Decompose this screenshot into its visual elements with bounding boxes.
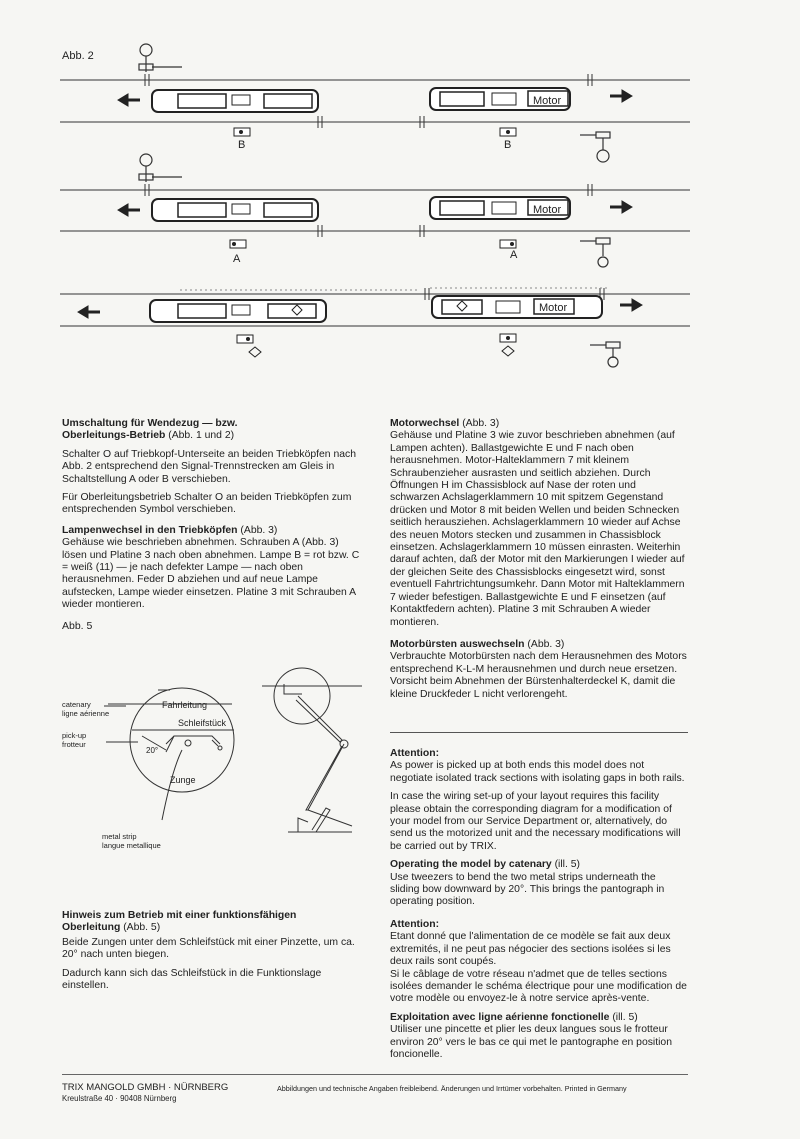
paragraph-attention-fr-2: Si le câblage de votre réseau n'admet que de telles sections isolées demander le schéma électrique pour une modification de votre modèle ou envoyez-le à notre service après-vente. <box>390 968 687 1005</box>
paragraph-attention-en-1: As power is picked up at both ends this model does not negotiate isolated track sections with isolating gaps in both rails. <box>390 760 685 784</box>
figure-2-diagram <box>0 0 800 370</box>
left-column-lower <box>62 910 362 998</box>
paragraph-attention-fr-1: Etant donné que l'alimentation de ce modèle se fait aux deux extremités, il ne peut pas négocier des sections isolées si les deux rails sont coupés. <box>390 931 671 968</box>
paragraph-catenary-en: Use tweezers to bend the two metal strips underneath the sliding bow downward by 20°. This brings the pantograph in operating position. <box>390 871 665 908</box>
heading-attention-fr: Attention: <box>390 918 440 930</box>
section-heading-catenary: Hinweis zum Betrieb mit einer funktionsfähigen Oberleitung (Abb. 5) <box>62 910 297 934</box>
marker-b-left: B <box>238 139 246 151</box>
marker-a-right: A <box>510 249 518 261</box>
figure-5-pickup-label: pick-up frotteur <box>62 731 87 749</box>
left-column <box>62 418 362 618</box>
heading-attention-en: Attention: <box>390 748 440 759</box>
right-column-english <box>390 748 688 1067</box>
section-heading-lamps: Lampenwechsel in den Triebköpfen (Abb. 3) <box>62 524 278 536</box>
paragraph-switching-1: Schalter O auf Triebkopf-Unterseite an beiden Triebköpfen nach Abb. 2 entsprechend den Signal-Trennstrecken am Gleis in Schaltstellung A oder B verschieben. <box>62 448 356 485</box>
figure-5-label: Abb. 5 <box>62 620 93 632</box>
motor-label-3: Motor <box>539 302 568 314</box>
footer-notice: Abbildungen und technische Angaben freibleibend. Änderungen und Irrtümer vorbehalten. Printed in Germany <box>277 1084 627 1093</box>
figure-5-angle-label: 20° <box>146 746 159 755</box>
paragraph-catenary-2: Dadurch kann sich das Schleifstück in die Funktionslage einstellen. <box>62 967 322 992</box>
footer-rule <box>62 1074 688 1075</box>
figure-5-zunge-label: Zunge <box>170 775 196 785</box>
heading-catenary-fr: Exploitation avec ligne aérienne fonctionelle (ill. 5) <box>390 1011 638 1023</box>
motor-label-2: Motor <box>533 204 562 216</box>
motor-label-1: Motor <box>533 95 562 107</box>
paragraph-catenary-fr: Utiliser une pincette et plier les deux langues sous le frotteur environ 20° vers le bas ce qui met le pantographe en position foncionelle. <box>390 1024 672 1060</box>
paragraph-brushes: Verbrauchte Motorbürsten nach dem Herausnehmen des Motors entsprechend K-L-M herausnehmen und durch neue ersetzen. Vorsicht beim Abnehmen der Bürstenhalterdeckel K, damit die kleine Druckfeder L nicht verlorengeht. <box>390 651 687 700</box>
section-heading-switching: Umschaltung für Wendezug — bzw. Oberleitungs-Betrieb (Abb. 1 und 2) <box>62 418 238 442</box>
section-heading-brushes: Motorbürsten auswechseln (Abb. 3) <box>390 638 565 650</box>
heading-catenary-en: Operating the model by catenary (ill. 5) <box>390 859 580 871</box>
paragraph-switching-2: Für Oberleitungsbetrieb Schalter O an beiden Triebköpfen zum entsprechenden Symbol verschieben. <box>62 492 352 516</box>
figure-2-label: Abb. 2 <box>62 50 94 62</box>
footer-company: TRIX MANGOLD GMBH · NÜRNBERG Kreulstraße 40 · 90408 Nürnberg <box>62 1082 229 1103</box>
figure-5-strip-label: metal strip langue metallique <box>102 832 161 850</box>
section-heading-motor: Motorwechsel (Abb. 3) <box>390 418 500 429</box>
paragraph-motor: Gehäuse und Platine 3 wie zuvor beschrieben abnehmen (auf Lampen achten). Ballastgewichte E und F nach oben herausnehmen. Motor-Halteklammern 7 mit kleinem Schraubenzieher ausrasten und seitlich abziehen. Durch Öffnungen H im Chassisblock auf Nase der roten und schwarzen Achslagerklammern 10 mit spitzem Gegenstand drücken und Motor 8 mit beiden Wellen und beiden Schnecken seitlich herausziehen. Achslagerklammern 10 wieder auf Achse des neuen Motors stecken und zusammen in Chassisblock einsetzen. Achslagerklammern 10 müssen einrasten. Weiterhin darauf achten, daß der Motor mit den Markierungen I wieder auf der gleichen Seite des Chassisblocks eingesetzt wird, sonst eventuell Fahrtrichtungsumkehr. Dann Motor mit Halteklammern 7 wieder befestigen. Ballastgewichte E und F einsetzen (auf Kontaktfedern achten). Platine 3 mit Schrauben A wieder montieren. <box>390 430 685 628</box>
column-divider <box>390 732 688 733</box>
paragraph-catenary-1: Beide Zungen unter dem Schleifstück mit einer Pinzette, um ca. 20° nach unten biegen. <box>62 936 355 961</box>
paragraph-lamps: Gehäuse wie beschrieben abnehmen. Schrauben A (Abb. 3) lösen und Platine 3 nach oben abnehmen. Lampe B = rot bzw. C = weiß (11) — je nach defekter Lampe — nach oben herausnehmen. Feder D abziehen und auf neue Lampe aufstecken, Lampe wieder einsetzen. Platine 3 mit Schrauben A wieder montieren. <box>62 537 360 611</box>
marker-b-right: B <box>504 139 512 151</box>
marker-a-left: A <box>233 253 241 265</box>
figure-5-schleifstueck-label: Schleifstück <box>178 718 227 728</box>
paragraph-attention-en-2: In case the wiring set-up of your layout requires this facility please obtain the corresponding diagram for a modification of your model from our Service Department or, alternatively, do send us the motorized unit and the necessary modifications will be carried out by TRIX. <box>390 791 681 852</box>
figure-5-catenary-label: catenary ligne aérienne <box>62 700 110 718</box>
figure-5-fahrleitung-label: Fahrleitung <box>162 700 208 710</box>
right-column <box>390 418 688 707</box>
